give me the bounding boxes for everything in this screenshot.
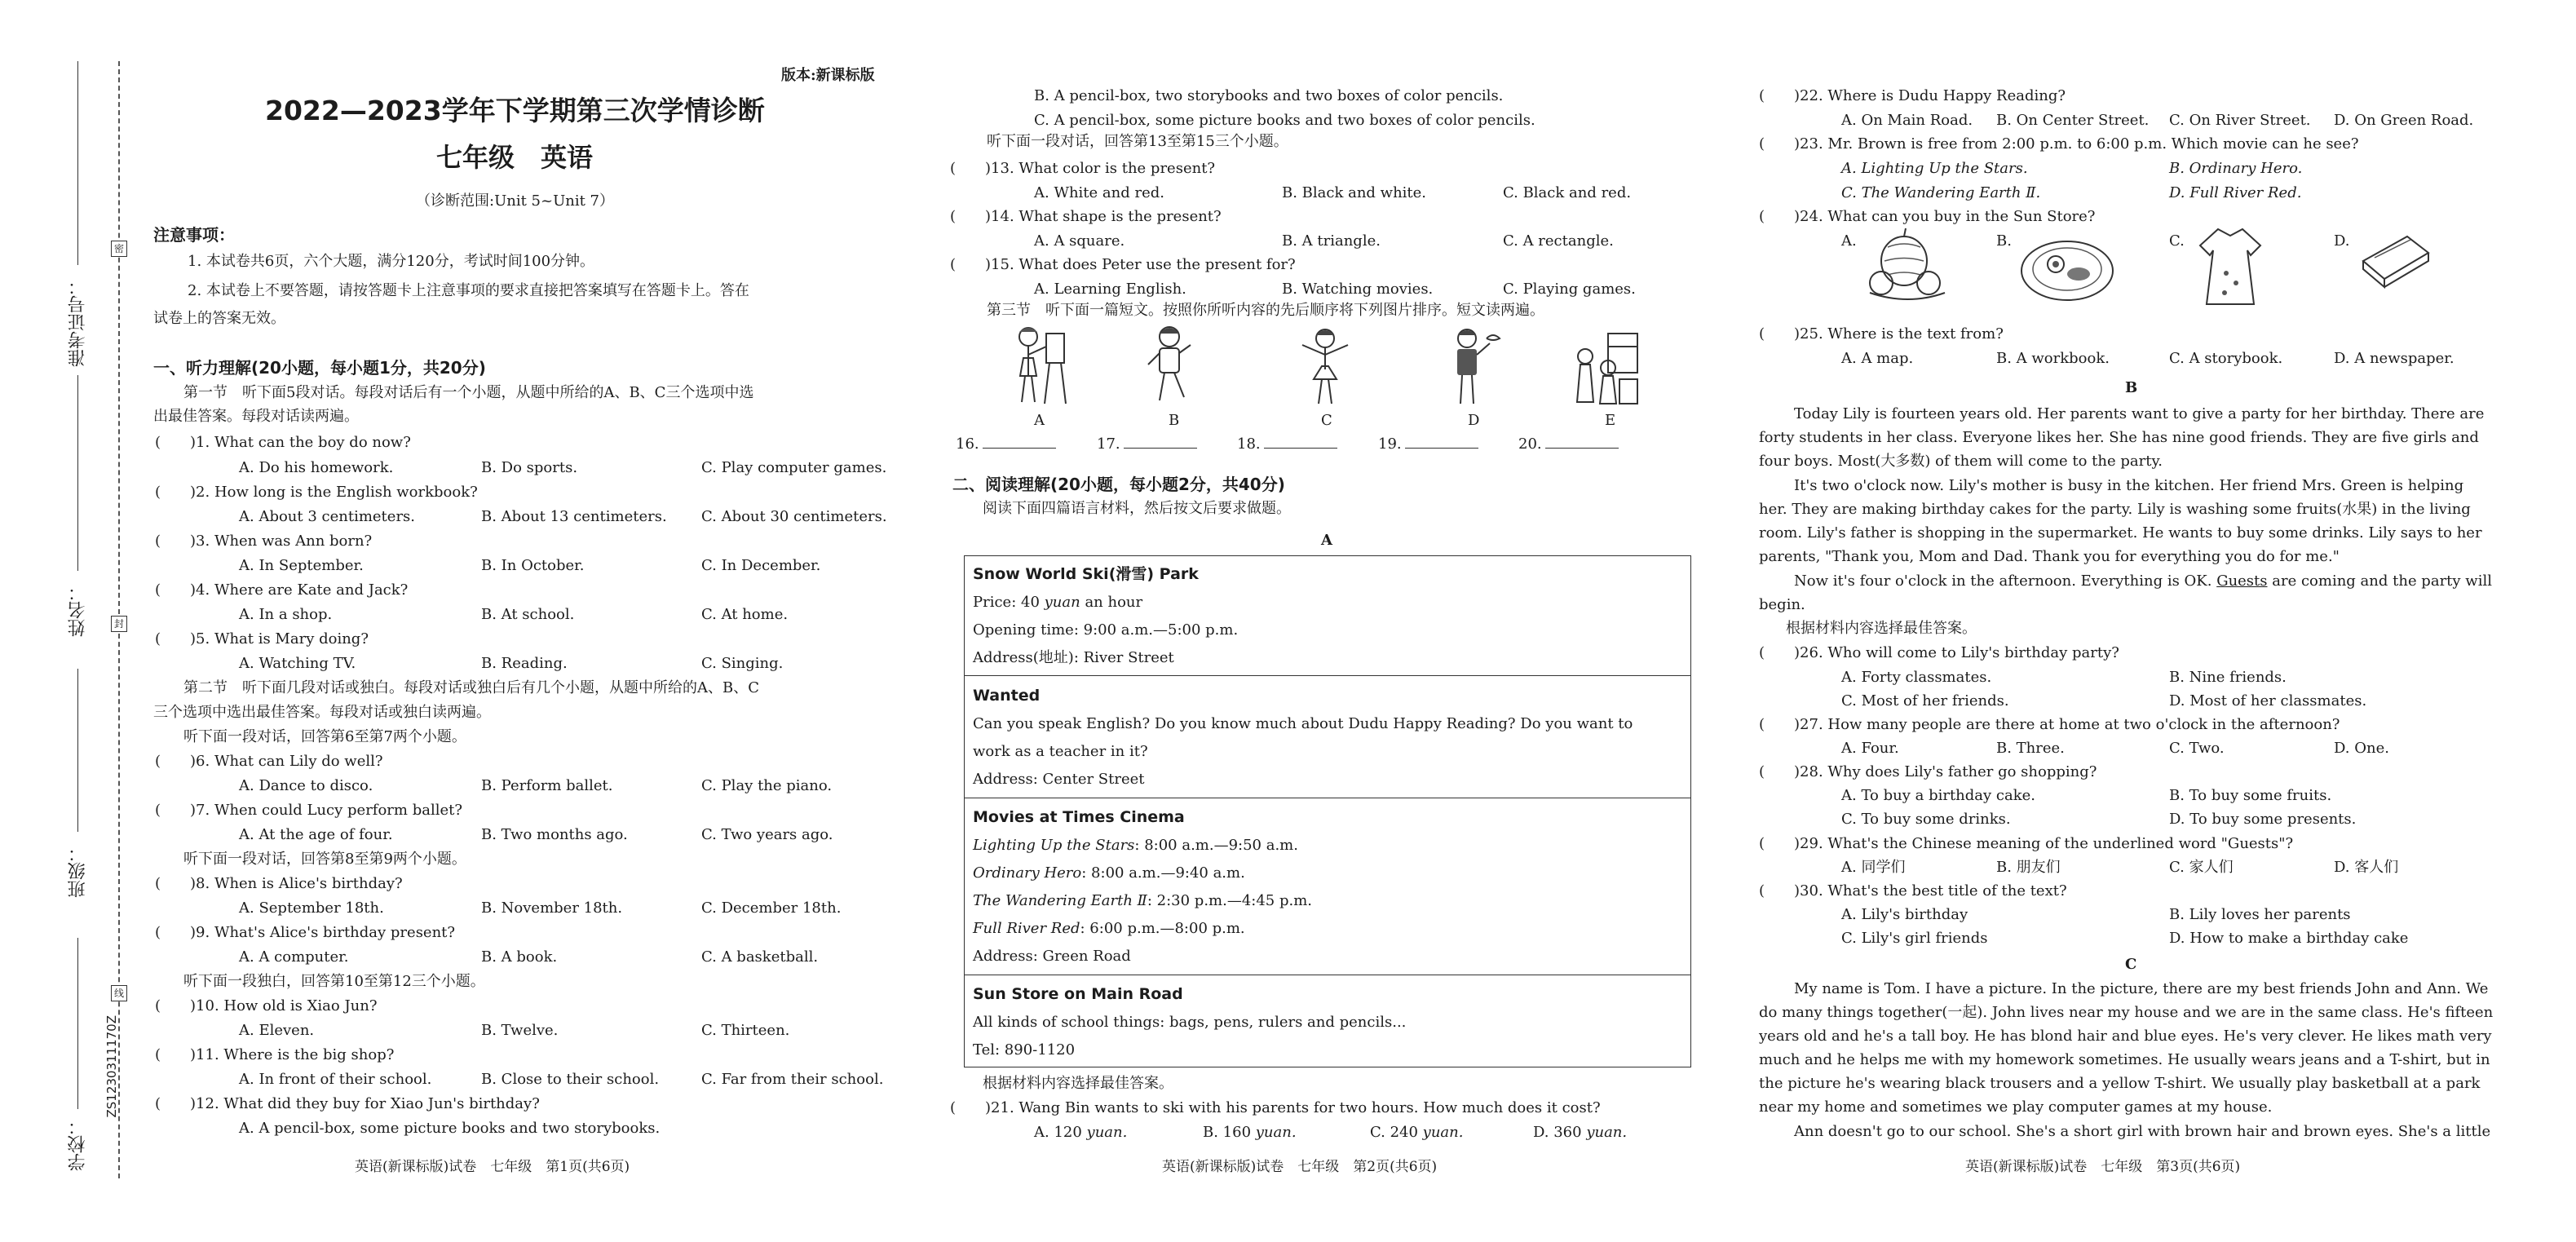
q23-option-d[interactable]: D. Full River Red.: [2169, 184, 2302, 201]
movies-title: Movies at Times Cinema: [973, 808, 1185, 826]
part-1-instruction-a: 第一节 听下面5段对话。每段对话后有一个小题，从题中所给的A、B、C三个选项中选: [183, 384, 754, 401]
page-3-footer: 英语(新课标版)试卷 七年级 第3页(共6页): [1965, 1159, 2241, 1175]
q5-option-b[interactable]: B. Reading.: [481, 655, 568, 672]
ski-park-price: Price: 40 yuan an hour: [973, 594, 1143, 611]
dialogue-intro-13-15: 听下面一段对话，回答第13至第15三个小题。: [987, 133, 1288, 150]
exam-subject: 七年级 英语: [436, 142, 594, 173]
page-1-footer: 英语(新课标版)试卷 七年级 第1页(共6页): [355, 1159, 630, 1175]
q28-option-a[interactable]: A. To buy a birthday cake.: [1841, 787, 2036, 804]
q23-option-b[interactable]: B. Ordinary Hero.: [2169, 160, 2303, 177]
q14-option-b[interactable]: B. A triangle.: [1282, 232, 1381, 250]
part-1-instruction-b: 出最佳答案。每段对话读两遍。: [153, 408, 359, 425]
name-label: 姓名：: [68, 583, 88, 637]
q8-option-c[interactable]: C. December 18th.: [701, 899, 842, 917]
fruit-basket-icon: [1863, 224, 1953, 306]
section-1-title: 一、听力理解(20小题，每小题1分，共20分): [153, 358, 486, 378]
part-2-instruction-b: 三个选项中选出最佳答案。每段对话或独白读两遍。: [153, 704, 491, 721]
note-2a: 2. 本试卷上不要答题，请按答题卡上注意事项的要求直接把答案填写在答题卡上。答在: [188, 282, 749, 299]
picture-c-girl-dancing: [1292, 322, 1358, 412]
q21-option-b[interactable]: B. 160 yuan.: [1203, 1124, 1297, 1141]
q9-option-a[interactable]: A. A computer.: [239, 948, 349, 966]
q26-option-d[interactable]: D. Most of her classmates.: [2169, 692, 2367, 709]
q6-option-c[interactable]: C. Play the piano.: [701, 777, 833, 794]
paper-code: ZS1230311170Z: [104, 1015, 119, 1118]
passage-c-line-3: years old and he's a tall boy. He has blond hair and blue eyes. He's very clever. He likes math very: [1759, 1028, 2492, 1045]
sun-store-title: Sun Store on Main Road: [973, 985, 1183, 1003]
monologue-intro-10-12: 听下面一段独白，回答第10至第12三个小题。: [183, 973, 485, 990]
q13-option-a[interactable]: A. White and red.: [1034, 184, 1164, 201]
part-2-instruction-a: 第二节 听下面几段对话或独白。每段对话或独白后有几个小题，从题中所给的A、B、C: [183, 679, 759, 696]
passage-b-line-1: Today Lily is fourteen years old. Her parents want to give a party for her birthday. There are: [1794, 405, 2485, 422]
q22-option-c[interactable]: C. On River Street.: [2169, 112, 2311, 129]
question-1: ( )1. What can the boy do now?: [155, 434, 411, 451]
q25-option-a[interactable]: A. A map.: [1841, 350, 1914, 367]
q10-option-b[interactable]: B. Twelve.: [481, 1022, 559, 1039]
q30-option-a[interactable]: A. Lily's birthday: [1841, 906, 1968, 923]
picture-e-kids-at-home: [1566, 322, 1643, 412]
q1-option-c[interactable]: C. Play computer games.: [701, 459, 887, 476]
reading-a-intro: 根据材料内容选择最佳答案。: [983, 1075, 1173, 1092]
question-3: ( )3. When was Ann born?: [155, 533, 373, 550]
q23-option-c[interactable]: C. The Wandering Earth Ⅱ.: [1841, 184, 2041, 201]
question-9: ( )9. What's Alice's birthday present?: [155, 924, 456, 941]
q7-option-b[interactable]: B. Two months ago.: [481, 826, 628, 843]
q27-option-b[interactable]: B. Three.: [1996, 740, 2065, 757]
exam-title: 2022—2023学年下学期第三次学情诊断: [265, 95, 765, 126]
wanted-address: Address: Center Street: [973, 771, 1145, 788]
q21-option-d[interactable]: D. 360 yuan.: [1533, 1124, 1628, 1141]
school-label: 学校：: [68, 1117, 88, 1171]
answer-blank-19[interactable]: 19.: [1378, 435, 1478, 453]
passage-b-label: B: [2125, 379, 2138, 396]
notes-title: 注意事项：: [153, 225, 235, 245]
q6-option-b[interactable]: B. Perform ballet.: [481, 777, 613, 794]
q15-option-a[interactable]: A. Learning English.: [1034, 281, 1186, 298]
question-14: ( )14. What shape is the present?: [950, 208, 1222, 225]
ski-park-hours: Opening time: 9:00 a.m.—5:00 p.m.: [973, 621, 1239, 639]
q1-option-a[interactable]: A. Do his homework.: [239, 459, 394, 476]
question-26: ( )26. Who will come to Lily's birthday party?: [1759, 644, 2119, 661]
q21-option-a[interactable]: A. 120 yuan.: [1034, 1124, 1128, 1141]
picture-label-e: E: [1605, 412, 1616, 429]
q11-option-a[interactable]: A. In front of their school.: [239, 1071, 432, 1088]
q11-option-c[interactable]: C. Far from their school.: [701, 1071, 884, 1088]
passage-c-line-1: My name is Tom. I have a picture. In the picture, there are my best friends John and Ann. We: [1794, 980, 2489, 997]
q5-option-a[interactable]: A. Watching TV.: [239, 655, 356, 672]
note-1: 1. 本试卷共6页，六个大题，满分120分，考试时间100分钟。: [188, 253, 595, 270]
q2-option-b[interactable]: B. About 13 centimeters.: [481, 508, 667, 525]
question-28: ( )28. Why does Lily's father go shopping?: [1759, 763, 2097, 780]
question-6: ( )6. What can Lily do well?: [155, 753, 383, 770]
question-7: ( )7. When could Lucy perform ballet?: [155, 802, 463, 819]
picture-b-boy-running: [1142, 322, 1199, 412]
answer-blank-16[interactable]: 16.: [956, 435, 1056, 453]
q28-option-c[interactable]: C. To buy some drinks.: [1841, 811, 2011, 828]
picture-d-boy-with-bird: [1439, 322, 1505, 412]
seal-mark-xian: 线: [111, 985, 127, 1001]
wanted-title: Wanted: [973, 687, 1041, 705]
question-12: ( )12. What did they buy for Xiao Jun's birthday?: [155, 1095, 540, 1112]
q27-option-d[interactable]: D. One.: [2334, 740, 2389, 757]
question-29: ( )29. What's the Chinese meaning of the underlined word "Guests"?: [1759, 835, 2294, 852]
exam-number-label: 准考证号：: [68, 277, 88, 367]
question-23: ( )23. Mr. Brown is free from 2:00 p.m. to 6:00 p.m. Which movie can he see?: [1759, 135, 2359, 152]
q12-option-a[interactable]: A. A pencil-box, some picture books and two storybooks.: [239, 1120, 661, 1137]
q14-option-a[interactable]: A. A square.: [1034, 232, 1125, 250]
section-2-intro: 阅读下面四篇语言材料，然后按文后要求做题。: [983, 500, 1291, 517]
ski-park-title: Snow World Ski(滑雪) Park: [973, 565, 1199, 583]
q6-option-a[interactable]: A. Dance to disco.: [239, 777, 373, 794]
note-2b: 试卷上的答案无效。: [153, 310, 285, 327]
passage-b-line-3: four boys. Most(大多数) of them will come to the party.: [1759, 453, 2163, 470]
q15-option-c[interactable]: C. Playing games.: [1503, 281, 1636, 298]
q2-option-a[interactable]: A. About 3 centimeters.: [239, 508, 416, 525]
question-15: ( )15. What does Peter use the present for?: [950, 256, 1296, 273]
dress-icon: [2194, 224, 2267, 310]
seal-mark-feng: 封: [111, 616, 127, 632]
pencil-box-icon: [2357, 228, 2434, 290]
q24-option-a[interactable]: A.: [1841, 232, 1857, 250]
q10-option-a[interactable]: A. Eleven.: [239, 1022, 315, 1039]
q7-option-a[interactable]: A. At the age of four.: [239, 826, 393, 843]
passage-b-line-6: room. Lily's father is shopping in the supermarket. He wants to buy some drinks. Lily says to her: [1759, 524, 2482, 541]
sun-store-line-1: All kinds of school things: bags, pens, rulers and pencils...: [973, 1014, 1407, 1031]
exam-scope: （诊断范围:Unit 5~Unit 7）: [416, 192, 614, 210]
q9-option-b[interactable]: B. A book.: [481, 948, 558, 966]
q11-option-b[interactable]: B. Close to their school.: [481, 1071, 660, 1088]
wanted-line-2: work as a teacher in it?: [973, 743, 1148, 760]
q22-option-d[interactable]: D. On Green Road.: [2334, 112, 2474, 129]
passage-c-line-5: the picture he's wearing black trousers and a yellow T-shirt. We usually play basketball at a park: [1759, 1075, 2481, 1092]
q24-option-c[interactable]: C.: [2169, 232, 2185, 250]
q24-option-b[interactable]: B.: [1996, 232, 2012, 250]
question-22: ( )22. Where is Dudu Happy Reading?: [1759, 87, 2066, 104]
dialogue-intro-8-9: 听下面一段对话，回答第8至第9两个小题。: [183, 851, 466, 868]
question-5: ( )5. What is Mary doing?: [155, 630, 369, 648]
picture-label-c: C: [1321, 412, 1332, 429]
question-4: ( )4. Where are Kate and Jack?: [155, 581, 409, 599]
answer-blank-20[interactable]: 20.: [1518, 435, 1619, 453]
seal-mark-mi: 密: [111, 241, 127, 257]
q3-option-c[interactable]: C. In December.: [701, 557, 821, 574]
q15-option-b[interactable]: B. Watching movies.: [1282, 281, 1434, 298]
q2-option-c[interactable]: C. About 30 centimeters.: [701, 508, 887, 525]
q29-option-c[interactable]: C. 家人们: [2169, 859, 2234, 876]
section-2-title: 二、阅读理解(20小题，每小题2分，共40分): [952, 475, 1285, 494]
part-3-instruction: 第三节 听下面一篇短文。按照你所听内容的先后顺序将下列图片排序。短文读两遍。: [987, 302, 1544, 319]
question-8: ( )8. When is Alice's birthday?: [155, 875, 403, 892]
picture-a-girl-painting: [1007, 322, 1072, 412]
q21-option-c[interactable]: C. 240 yuan.: [1370, 1124, 1464, 1141]
q8-option-a[interactable]: A. September 18th.: [239, 899, 384, 917]
q10-option-c[interactable]: C. Thirteen.: [701, 1022, 790, 1039]
question-27: ( )27. How many people are there at home at two o'clock in the afternoon?: [1759, 716, 2340, 733]
movie-3: The Wandering Earth Ⅱ: 2:30 p.m.—4:45 p.m.: [973, 892, 1313, 909]
movies-address: Address: Green Road: [973, 948, 1131, 965]
page-2-footer: 英语(新课标版)试卷 七年级 第2页(共6页): [1162, 1159, 1438, 1175]
q26-option-b[interactable]: B. Nine friends.: [2169, 669, 2287, 686]
picture-label-b: B: [1169, 412, 1180, 429]
q27-option-a[interactable]: A. Four.: [1841, 740, 1899, 757]
q3-option-b[interactable]: B. In October.: [481, 557, 585, 574]
q8-option-b[interactable]: B. November 18th.: [481, 899, 623, 917]
question-25: ( )25. Where is the text from?: [1759, 325, 2004, 343]
question-11: ( )11. Where is the big shop?: [155, 1046, 395, 1063]
answer-blank-17[interactable]: 17.: [1097, 435, 1197, 453]
q12-option-b[interactable]: B. A pencil-box, two storybooks and two boxes of color pencils.: [1034, 87, 1504, 104]
passage-b-line-5: her. They are making birthday cakes for the party. Lily is washing some fruits(水果) in the living: [1759, 501, 2471, 518]
question-24: ( )24. What can you buy in the Sun Store?: [1759, 208, 2096, 225]
q26-option-c[interactable]: C. Most of her friends.: [1841, 692, 2009, 709]
q12-option-c[interactable]: C. A pencil-box, some picture books and two boxes of color pencils.: [1034, 112, 1535, 129]
movie-1: Lighting Up the Stars: 8:00 a.m.—9:50 a.m.: [973, 837, 1298, 854]
passage-b-line-8: Now it's four o'clock in the afternoon. Everything is OK. Guests are coming and the party will: [1794, 572, 2492, 590]
q30-option-d[interactable]: D. How to make a birthday cake: [2169, 930, 2409, 947]
passage-b-line-2: forty students in her class. Everyone likes her. She has nine good friends. They are five girls and: [1759, 429, 2479, 446]
version-label: 版本:新课标版: [781, 67, 875, 84]
movie-4: Full River Red: 6:00 p.m.—8:00 p.m.: [973, 920, 1245, 937]
q13-option-c[interactable]: C. Black and red.: [1503, 184, 1632, 201]
dialogue-intro-6-7: 听下面一段对话，回答第6至第7两个小题。: [183, 728, 466, 745]
answer-blank-18[interactable]: 18.: [1237, 435, 1337, 453]
q23-option-a[interactable]: A. Lighting Up the Stars.: [1841, 160, 2028, 177]
q9-option-c[interactable]: C. A basketball.: [701, 948, 819, 966]
q5-option-c[interactable]: C. Singing.: [701, 655, 784, 672]
sun-store-tel: Tel: 890-1120: [973, 1041, 1076, 1059]
movie-2: Ordinary Hero: 8:00 a.m.—9:40 a.m.: [973, 864, 1245, 882]
question-2: ( )2. How long is the English workbook?: [155, 484, 478, 501]
passage-b-line-7: parents, "Thank you, Mom and Dad. Thank you for everything you do for me.": [1759, 548, 2340, 565]
reading-b-intro: 根据材料内容选择最佳答案。: [1786, 620, 1977, 637]
q29-option-b[interactable]: B. 朋友们: [1996, 859, 2061, 876]
picture-label-d: D: [1468, 412, 1480, 429]
question-30: ( )30. What's the best title of the text?: [1759, 882, 2067, 899]
passage-b-line-9: begin.: [1759, 596, 1805, 613]
q4-option-a[interactable]: A. In a shop.: [239, 606, 333, 623]
q28-option-d[interactable]: D. To buy some presents.: [2169, 811, 2357, 828]
q30-option-b[interactable]: B. Lily loves her parents: [2169, 906, 2351, 923]
q7-option-c[interactable]: C. Two years ago.: [701, 826, 833, 843]
picture-label-a: A: [1034, 412, 1045, 429]
q4-option-c[interactable]: C. At home.: [701, 606, 789, 623]
ads-divider-1: [965, 675, 1690, 676]
passage-c-line-7: Ann doesn't go to our school. She's a short girl with brown hair and brown eyes. She's a little: [1794, 1123, 2491, 1140]
passage-c-line-4: much and he helps me with my homework sometimes. He usually wears jeans and a T-shirt, but in: [1759, 1051, 2490, 1068]
q25-option-c[interactable]: C. A storybook.: [2169, 350, 2283, 367]
q13-option-b[interactable]: B. Black and white.: [1282, 184, 1427, 201]
q26-option-a[interactable]: A. Forty classmates.: [1841, 669, 1992, 686]
school-field[interactable]: [77, 938, 78, 1109]
q1-option-b[interactable]: B. Do sports.: [481, 459, 578, 476]
q30-option-c[interactable]: C. Lily's girl friends: [1841, 930, 1988, 947]
q29-option-d[interactable]: D. 客人们: [2334, 859, 2399, 876]
q14-option-c[interactable]: C. A rectangle.: [1503, 232, 1614, 250]
q22-option-a[interactable]: A. On Main Road.: [1841, 112, 1973, 129]
passage-a-label: A: [1321, 532, 1332, 549]
passage-c-label: C: [2125, 956, 2137, 973]
question-10: ( )10. How old is Xiao Jun?: [155, 997, 378, 1014]
q25-option-d[interactable]: D. A newspaper.: [2334, 350, 2454, 367]
name-field[interactable]: [77, 375, 78, 571]
question-13: ( )13. What color is the present?: [950, 160, 1216, 177]
question-21: ( )21. Wang Bin wants to ski with his parents for two hours. How much does it cost?: [950, 1099, 1601, 1116]
q24-option-d[interactable]: D.: [2334, 232, 2350, 250]
class-label: 班级：: [68, 844, 88, 898]
q28-option-b[interactable]: B. To buy some fruits.: [2169, 787, 2332, 804]
q29-option-a[interactable]: A. 同学们: [1841, 859, 1906, 876]
passage-c-line-2: do many things together(一起). John lives near my house and we are in the same class. He's fifteen: [1759, 1004, 2494, 1021]
passage-c-line-6: near my home and sometimes we play computer games at my house.: [1759, 1098, 2273, 1116]
q25-option-b[interactable]: B. A workbook.: [1996, 350, 2110, 367]
q3-option-a[interactable]: A. In September.: [239, 557, 364, 574]
exam-number-field[interactable]: [77, 61, 78, 265]
q4-option-b[interactable]: B. At school.: [481, 606, 575, 623]
food-plate-icon: [2018, 228, 2116, 306]
ski-park-address: Address(地址): River Street: [973, 649, 1174, 666]
class-field[interactable]: [77, 669, 78, 832]
passage-b-line-4: It's two o'clock now. Lily's mother is busy in the kitchen. Her friend Mrs. Green is helping: [1794, 477, 2464, 494]
wanted-line-1: Can you speak English? Do you know much about Dudu Happy Reading? Do you want to: [973, 715, 1633, 732]
q22-option-b[interactable]: B. On Center Street.: [1996, 112, 2150, 129]
q27-option-c[interactable]: C. Two.: [2169, 740, 2225, 757]
